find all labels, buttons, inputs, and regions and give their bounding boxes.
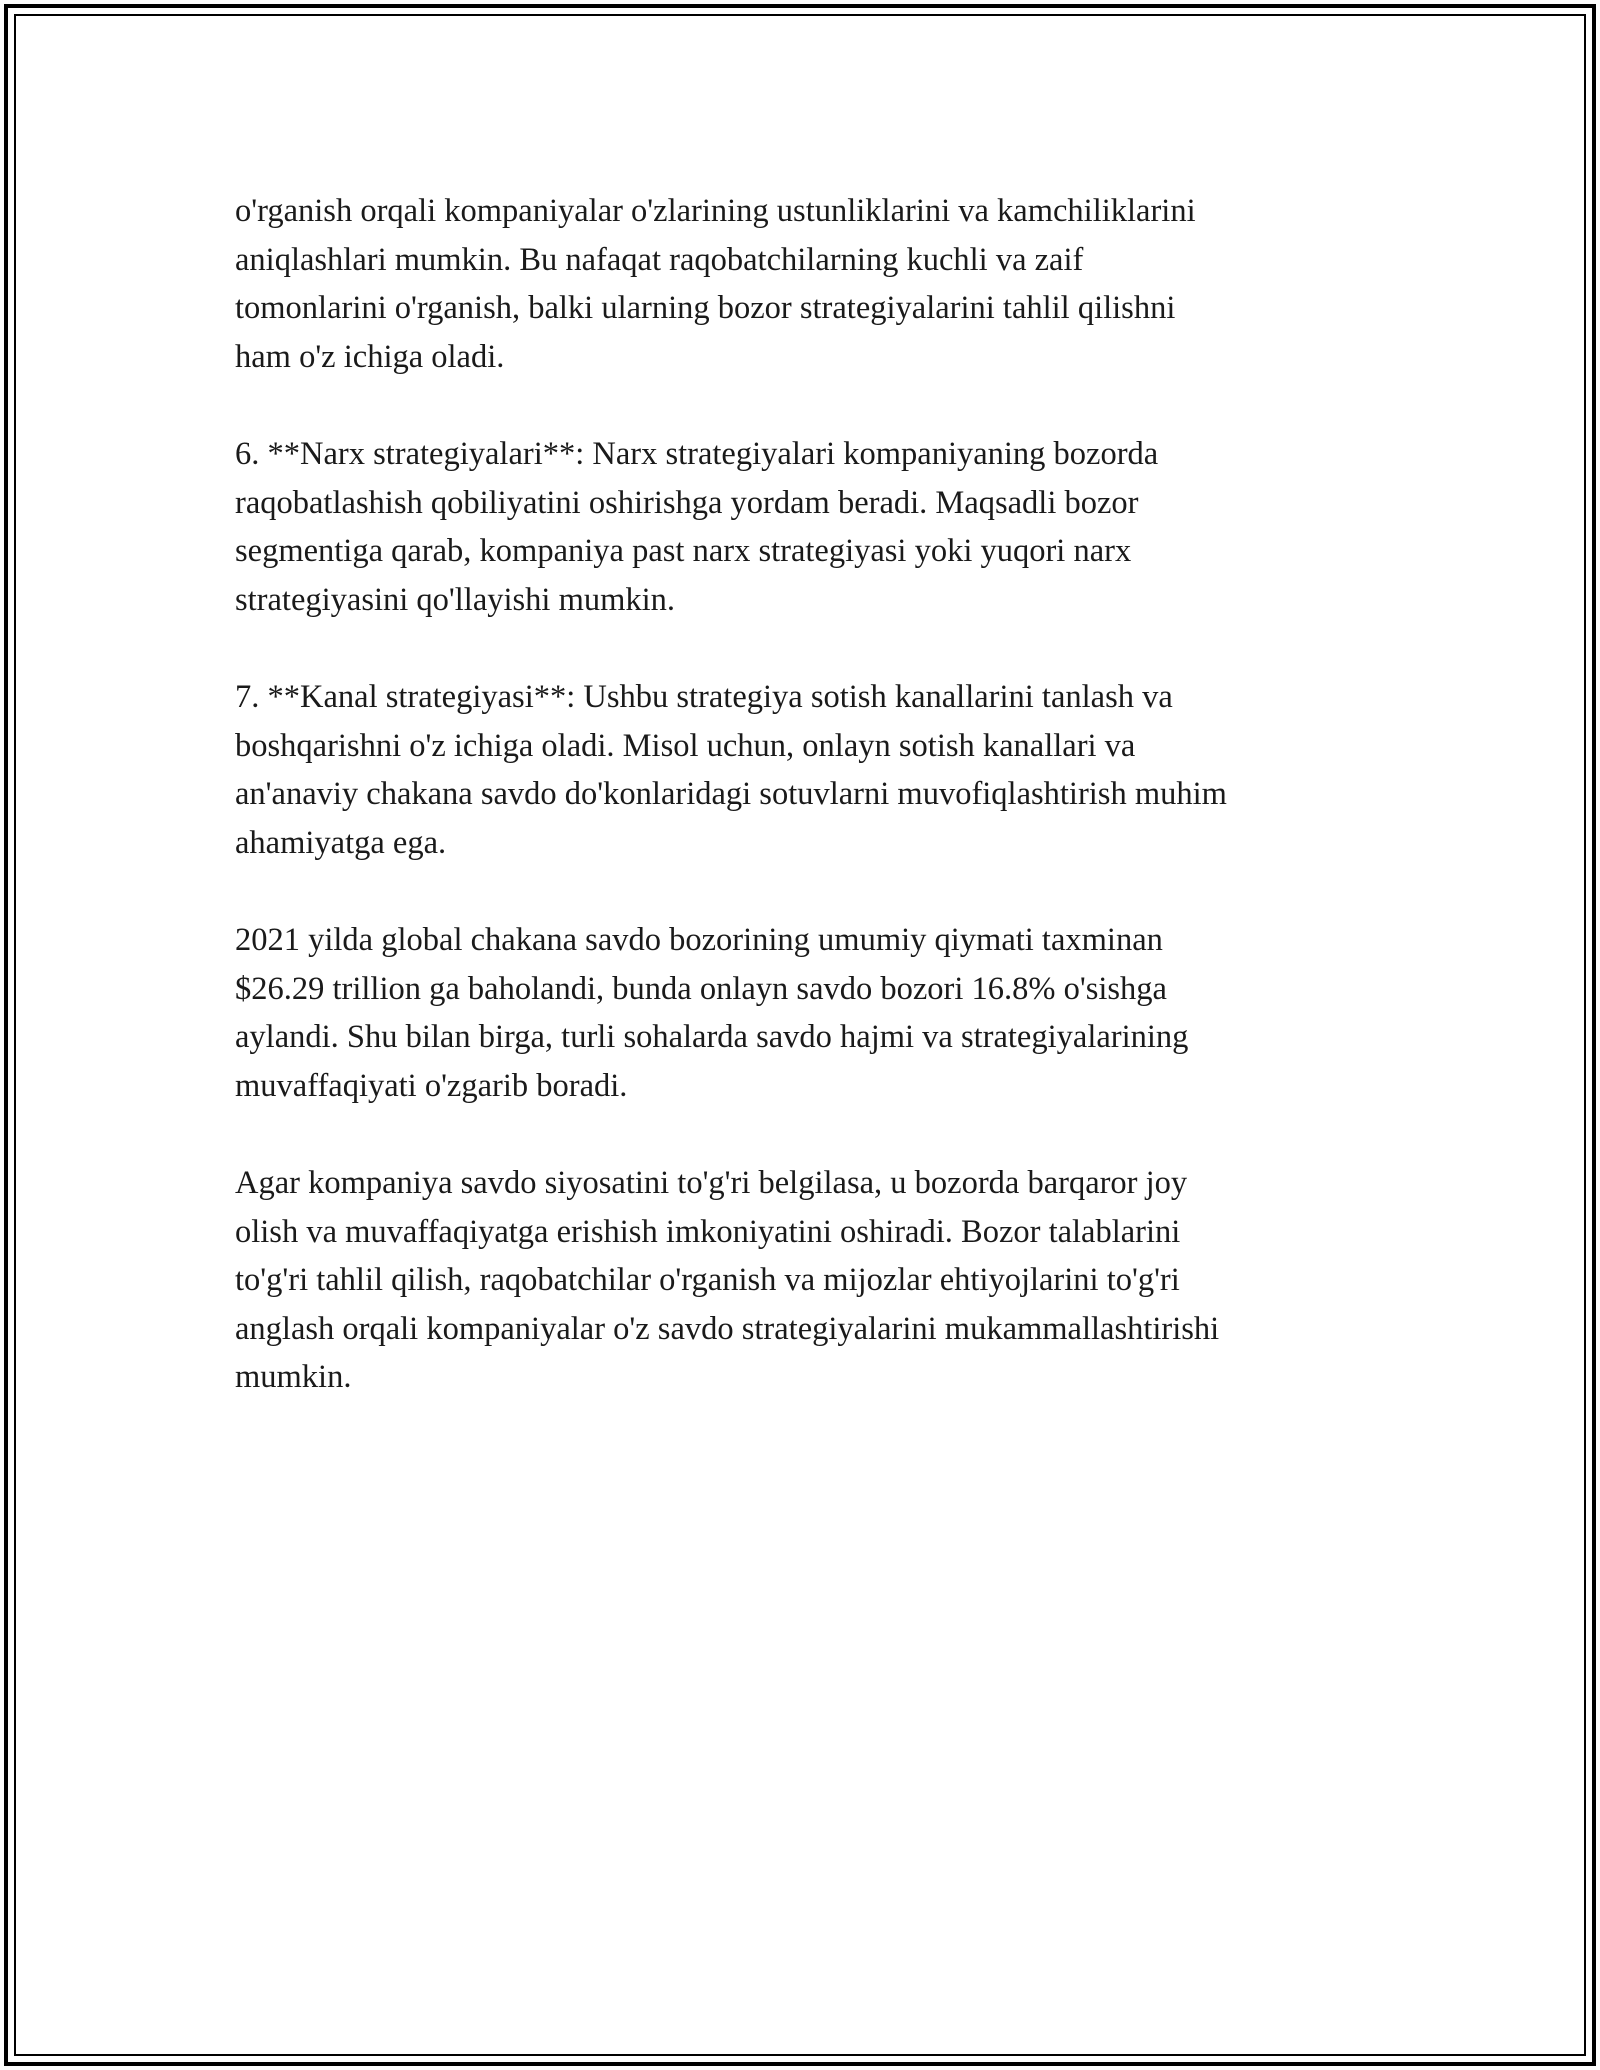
- text-line: mumkin.: [235, 1359, 352, 1395]
- text-line: 2021 yilda global chakana savdo bozorining umumiy qiymati taxminan: [235, 922, 1163, 958]
- paragraph-channel-strategy: [235, 673, 1365, 867]
- text-line: aylandi. Shu bilan birga, turli sohalarda savdo hajmi va strategiyalarining: [235, 1019, 1189, 1055]
- paragraph-competitor-analysis: [235, 187, 1365, 381]
- document-body: [235, 187, 1365, 1451]
- text-line: ham o'z ichiga oladi.: [235, 338, 505, 375]
- text-line: to'g'ri tahlil qilish, raqobatchilar o'rganish va mijozlar ehtiyojlarini to'g'ri: [235, 1262, 1180, 1298]
- text-line: olish va muvaffaqiyatga erishish imkoniyatini oshiradi. Bozor talablarini: [235, 1213, 1181, 1250]
- text-line: ahamiyatga ega.: [235, 824, 447, 861]
- paragraph-conclusion: [235, 1159, 1365, 1402]
- paragraph-pricing-strategy: [235, 430, 1365, 624]
- text-line: muvaffaqiyati o'zgarib boradi.: [235, 1067, 628, 1104]
- text-line: 7. **Kanal strategiyasi**: Ushbu strategiya sotish kanallarini tanlash va: [235, 679, 1173, 715]
- text-line: boshqarishni o'z ichiga oladi. Misol uchun, onlayn sotish kanallari va: [235, 727, 1136, 764]
- paragraph-market-statistics: [235, 916, 1365, 1110]
- text-line: $26.29 trillion ga baholandi, bunda onlayn savdo bozori 16.8% o'sishga: [235, 970, 1167, 1007]
- text-line: raqobatlashish qobiliyatini oshirishga yordam beradi. Maqsadli bozor: [235, 484, 1139, 521]
- text-line: o'rganish orqali kompaniyalar o'zlarining ustunliklarini va kamchiliklarini: [235, 193, 1196, 229]
- text-line: Agar kompaniya savdo siyosatini to'g'ri belgilasa, u bozorda barqaror joy: [235, 1165, 1188, 1201]
- text-line: strategiyasini qo'llayishi mumkin.: [235, 581, 676, 618]
- text-line: an'anaviy chakana savdo do'konlaridagi sotuvlarni muvofiqlashtirish muhim: [235, 776, 1227, 812]
- text-line: aniqlashlari mumkin. Bu nafaqat raqobatchilarning kuchli va zaif: [235, 241, 1084, 278]
- text-line: segmentiga qarab, kompaniya past narx strategiyasi yoki yuqori narx: [235, 533, 1132, 569]
- text-line: tomonlarini o'rganish, balki ularning bozor strategiyalarini tahlil qilishni: [235, 290, 1176, 326]
- text-line: anglash orqali kompaniyalar o'z savdo strategiyalarini mukammallashtirishi: [235, 1310, 1220, 1347]
- text-line: 6. **Narx strategiyalari**: Narx strategiyalari kompaniyaning bozorda: [235, 436, 1159, 472]
